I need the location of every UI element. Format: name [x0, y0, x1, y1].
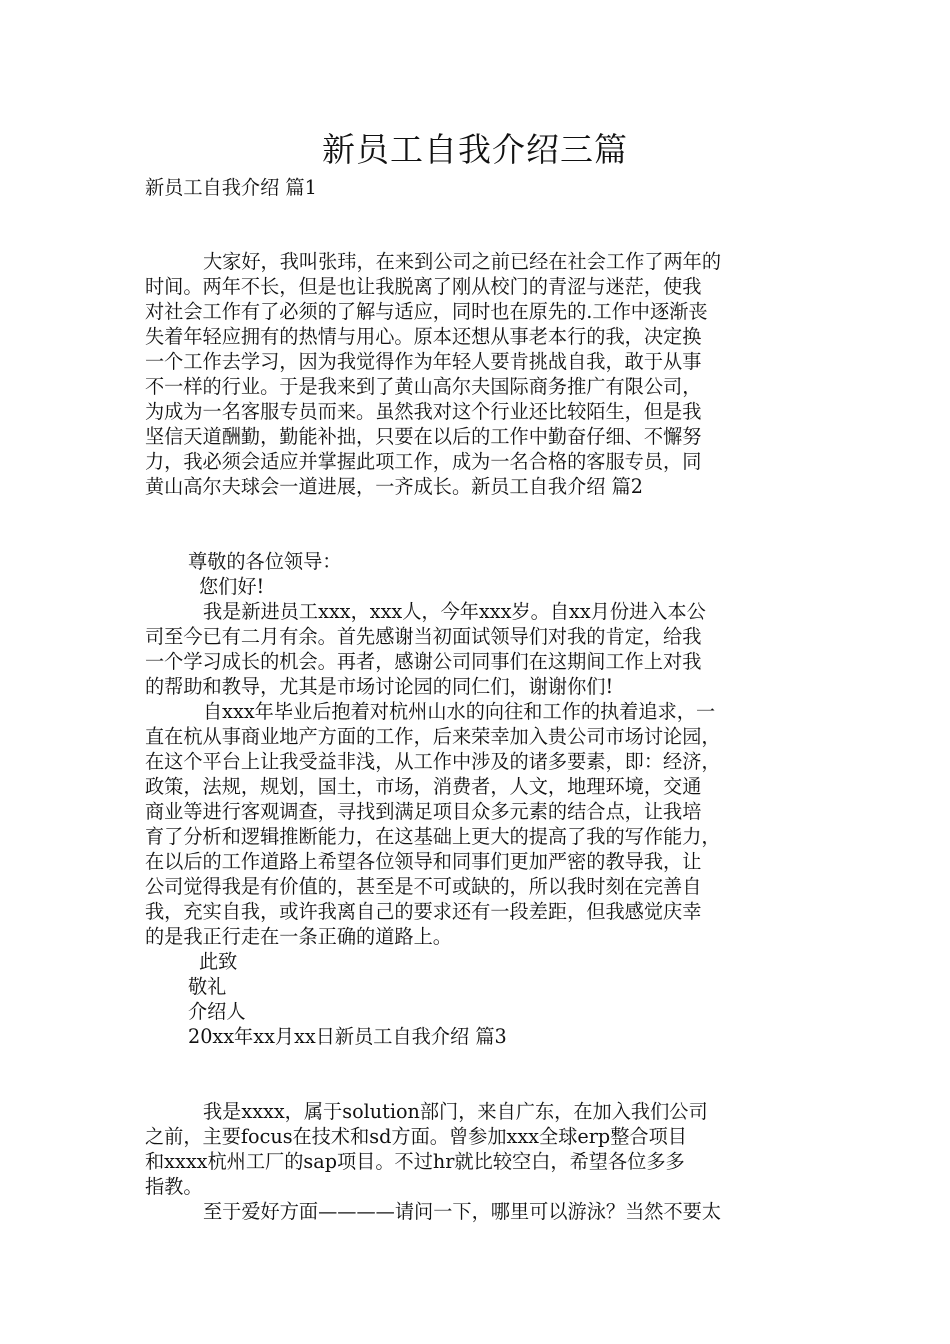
paragraph-line: 至于爱好方面————请问一下，哪里可以游泳？当然不要太: [203, 1200, 722, 1223]
paragraph-line: 失着年轻应拥有的热情与用心。原本还想从事老本行的我，决定换: [145, 325, 702, 348]
paragraph-line: 在这个平台上让我受益非浅，从工作中涉及的诸多要素，即：经济，: [145, 750, 721, 773]
paragraph-line: 一个工作去学习，因为我觉得作为年轻人要肯挑战自我，敢于从事: [145, 350, 702, 373]
paragraph-line: 时间。两年不长，但是也让我脱离了刚从校门的青涩与迷茫，使我: [145, 275, 702, 298]
paragraph-line: 在以后的工作道路上希望各位领导和同事们更加严密的教导我，让: [145, 850, 702, 873]
paragraph-line: 的帮助和教导，尤其是市场讨论园的同仁们，谢谢你们!: [145, 675, 614, 698]
paragraph-line: 坚信天道酬勤，勤能补拙，只要在以后的工作中勤奋仔细、不懈努: [145, 425, 702, 448]
paragraph-line: 自xxx年毕业后抱着对杭州山水的向往和工作的执着追求，一: [203, 700, 716, 723]
signature-line: 介绍人: [188, 1000, 246, 1023]
paragraph-line: 为成为一名客服专员而来。虽然我对这个行业还比较陌生，但是我: [145, 400, 702, 423]
paragraph-line: 直在杭从事商业地产方面的工作，后来荣幸加入贵公司市场讨论园，: [145, 725, 721, 748]
paragraph-line: 力，我必须会适应并掌握此项工作，成为一名合格的客服专员，同: [145, 450, 702, 473]
greeting: 您们好!: [199, 575, 265, 598]
paragraph-line: 之前，主要focus在技术和sd方面。曾参加xxx全球erp整合项目: [145, 1125, 687, 1148]
paragraph-line: 大家好，我叫张玮，在来到公司之前已经在社会工作了两年的: [203, 250, 722, 273]
paragraph-line: 商业等进行客观调查，寻找到满足项目众多元素的结合点，让我培: [145, 800, 702, 823]
paragraph-line: 指教。: [145, 1175, 203, 1198]
document-title: 新员工自我介绍三篇: [322, 130, 628, 169]
closing-line: 此致: [199, 950, 238, 973]
paragraph-line: 政策，法规，规划，国土，市场，消费者，人文，地理环境，交通: [145, 775, 702, 798]
paragraph-line: 司至今已有二月有余。首先感谢当初面试领导们对我的肯定，给我: [145, 625, 702, 648]
paragraph-line: 的是我正行走在一条正确的道路上。: [145, 925, 452, 948]
paragraph-line: 育了分析和逻辑推断能力，在这基础上更大的提高了我的写作能力，: [145, 825, 721, 848]
paragraph-line: 我，充实自我，或许我离自己的要求还有一段差距，但我感觉庆幸: [145, 900, 702, 923]
date-line: 20xx年xx月xx日新员工自我介绍 篇3: [188, 1025, 507, 1048]
paragraph-line: 公司觉得我是有价值的，甚至是不可或缺的，所以我时刻在完善自: [145, 875, 702, 898]
paragraph-line: 和xxxx杭州工厂的sap项目。不过hr就比较空白，希望各位多多: [145, 1150, 685, 1173]
salutation: 尊敬的各位领导：: [188, 550, 342, 573]
paragraph-line: 对社会工作有了必须的了解与适应，同时也在原先的.工作中逐渐丧: [145, 300, 708, 323]
paragraph-line: 黄山高尔夫球会一道进展，一齐成长。新员工自我介绍 篇2: [145, 475, 643, 498]
paragraph-line: 我是xxxx，属于solution部门，来自广东，在加入我们公司: [203, 1100, 708, 1123]
paragraph-line: 一个学习成长的机会。再者，感谢公司同事们在这期间工作上对我: [145, 650, 702, 673]
paragraph-line: 不一样的行业。于是我来到了黄山高尔夫国际商务推广有限公司，: [145, 375, 702, 398]
section-heading-1: 新员工自我介绍 篇1: [145, 176, 317, 199]
paragraph-line: 我是新进员工xxx，xxx人，今年xxx岁。自xx月份进入本公: [203, 600, 706, 623]
closing-line: 敬礼: [188, 975, 227, 998]
